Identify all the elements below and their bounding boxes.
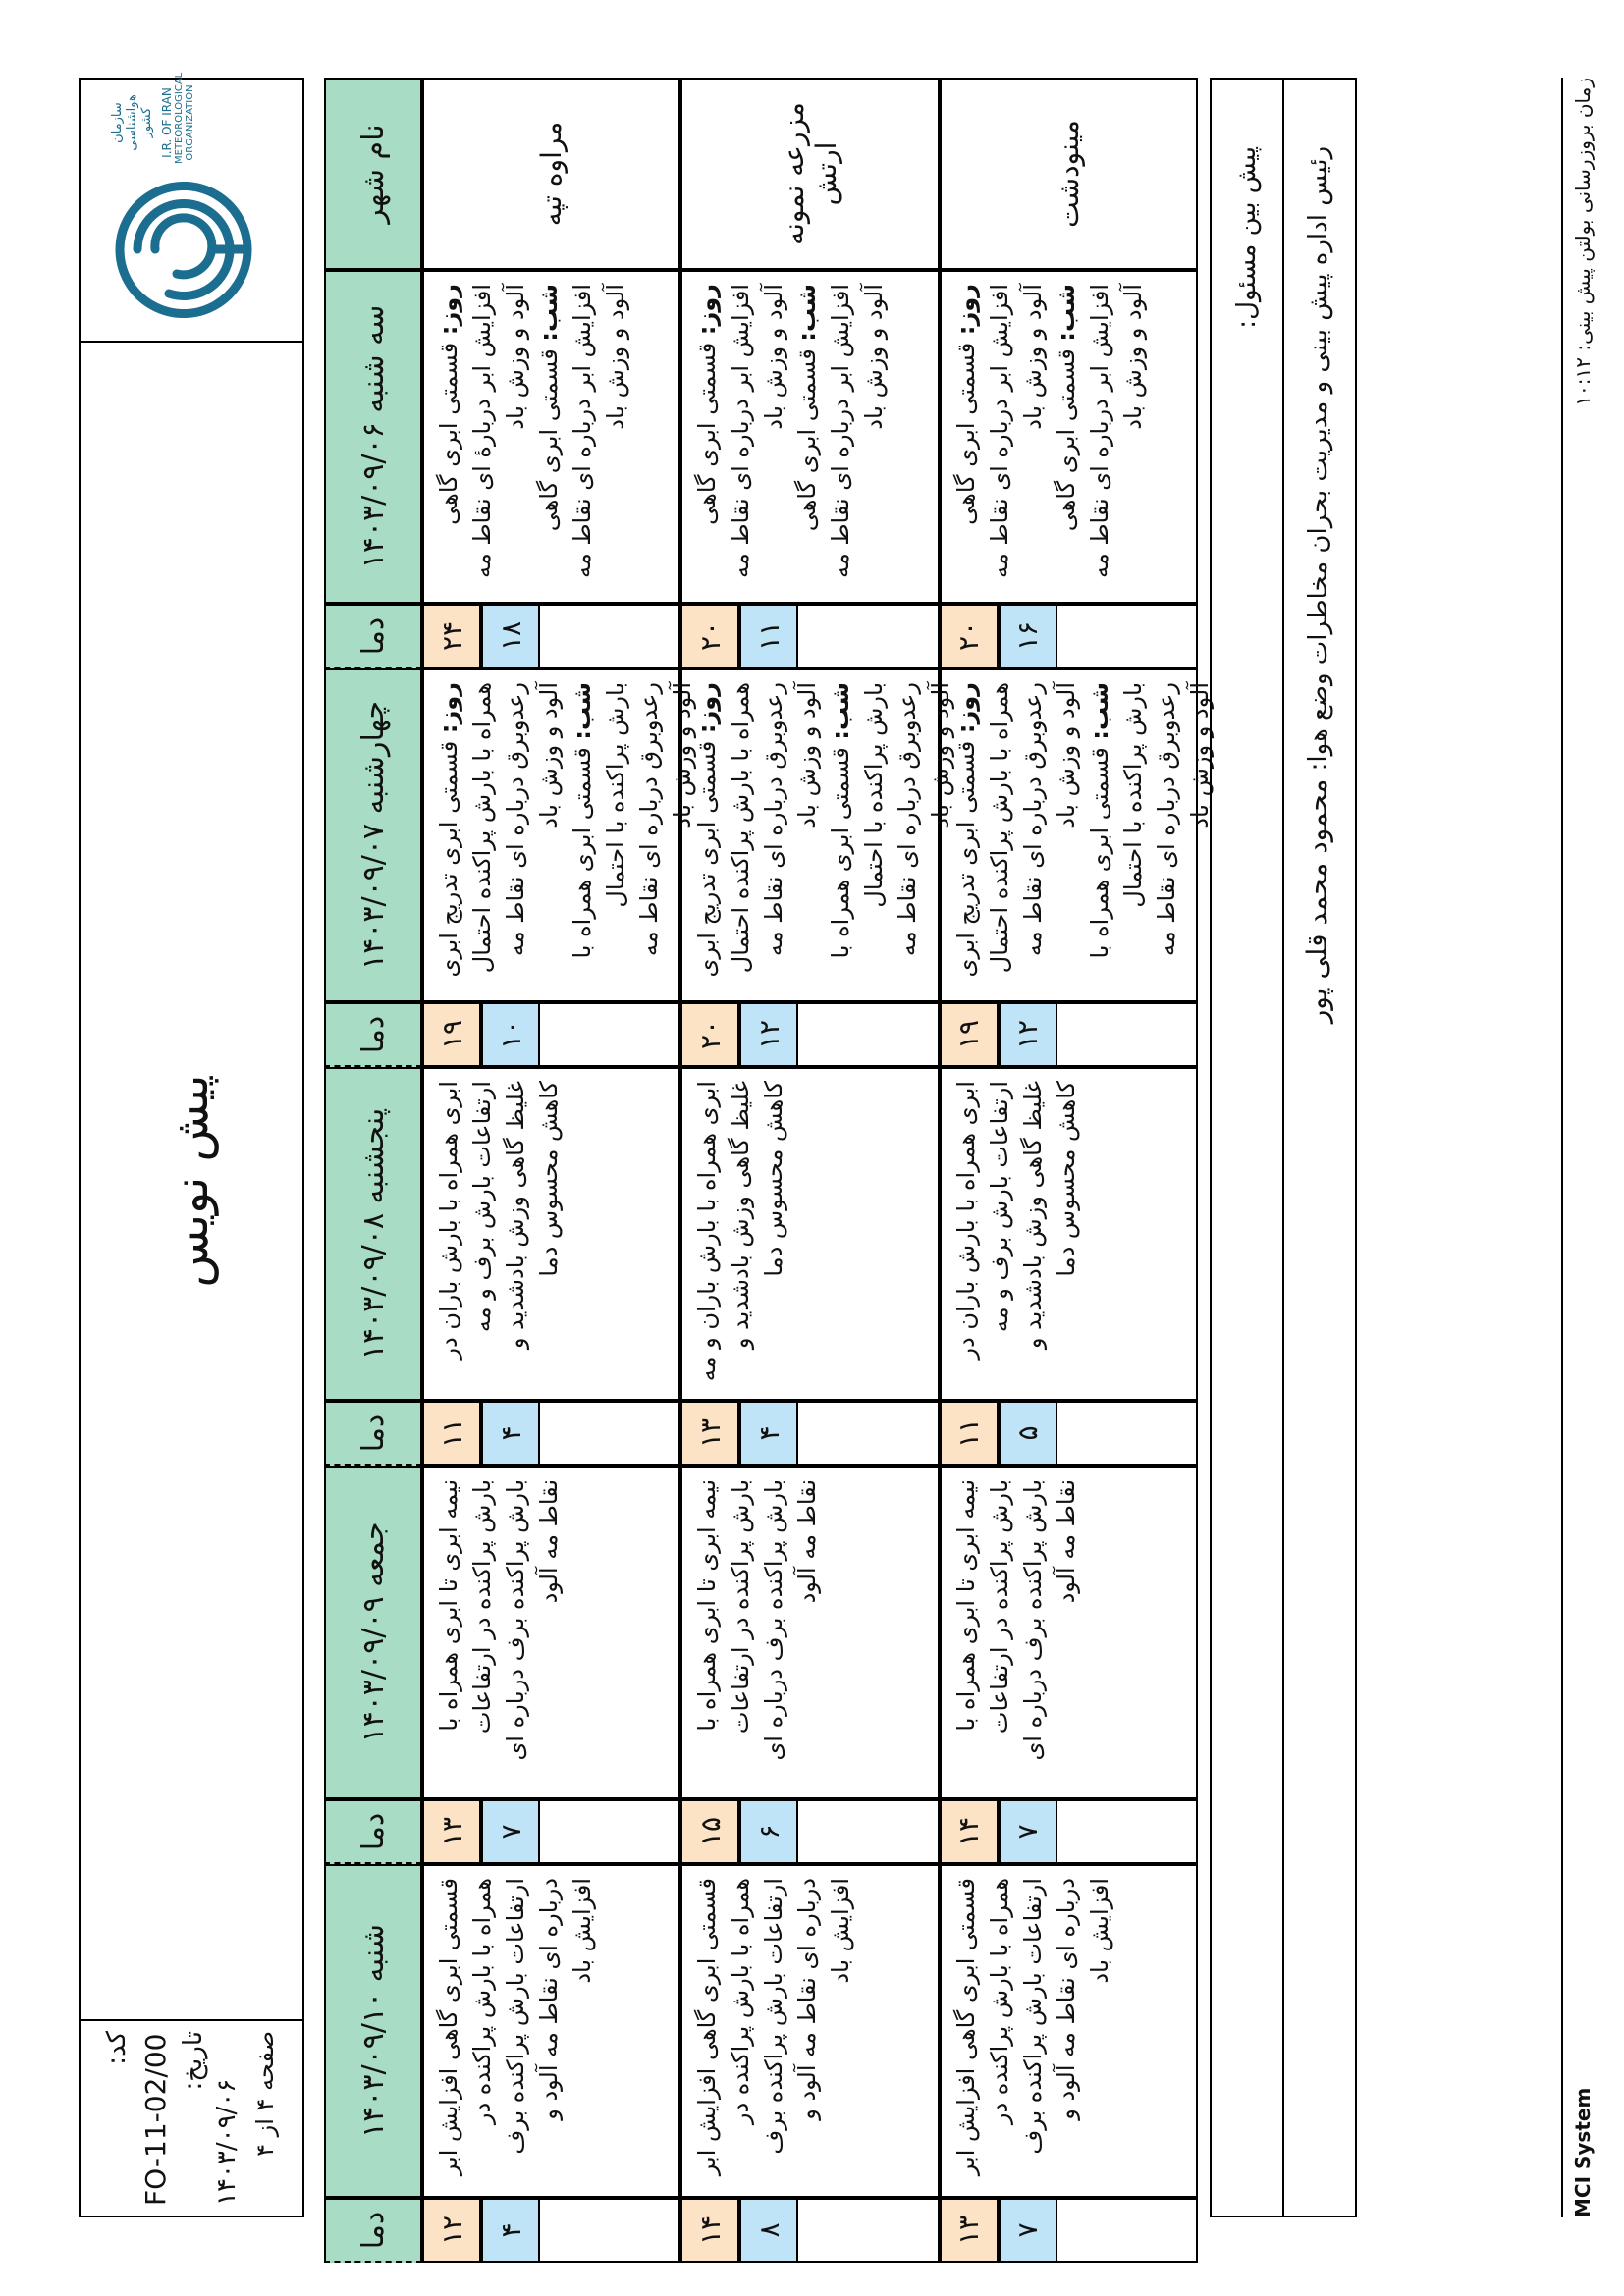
night-label: شب: (827, 682, 855, 740)
page-current: ۴ (251, 2098, 279, 2111)
date-label: تاریخ: (179, 2031, 208, 2091)
temp-blank-0-1 (540, 1002, 680, 1067)
temp-blank-1-1 (798, 1002, 939, 1067)
org-name-en-2: METEOROLOGICAL (174, 72, 185, 164)
temp-blank-1-0 (798, 604, 939, 668)
day-header-2: پنجشنبه ۱۴۰۳/۰۹/۰۸ (324, 1067, 422, 1401)
system-name: MCI System (1571, 2087, 1595, 2217)
forecast-text-1-2 (680, 1067, 939, 1401)
day-label: روز: (951, 284, 980, 336)
forecast-text-0-0 (422, 270, 680, 604)
day-header-0: سه شنبه ۱۴۰۳/۰۹/۰۶ (324, 270, 422, 604)
day-text: قسمتی ابری گاهی افزایش ابر درباره ای نقاط مه آلود و وزش باد (693, 284, 788, 578)
page-total: ۴ (251, 2143, 279, 2157)
day-label: روز: (435, 682, 462, 734)
page-info (251, 2031, 279, 2206)
temp-blank-2-2 (1057, 1401, 1198, 1466)
city-name-1: مزرعه نمونه ارتش (680, 78, 939, 270)
day-text: قسمتی ابری گاهی افزایش ابر همراه با بارش پراکنده در ارتفاعات بارش پراکنده برف درباره ای نقاط مه آلود و افزایش باد (951, 1878, 1113, 2176)
temp-min-0-2: ۴ (481, 1401, 540, 1466)
night-text: قسمتی ابری همراه با بارش پراکنده با احتمال رعدوبرق درباره ای نقاط مه آلود و وزش باد (1085, 682, 1214, 959)
night-text: قسمتی ابری گاهی افزایش ابر درباره ای نقاط مه آلود و وزش باد (535, 284, 629, 578)
night-text: قسمتی ابری گاهی افزایش ابر درباره ای نقاط مه آلود و وزش باد (793, 284, 889, 578)
temp-header-1: دما (324, 1002, 422, 1067)
org-name-text (110, 72, 277, 164)
day-text: قسمتی ابری تدریج ابری همراه با بارش پراکنده احتمال رعدوبرق درباره ای نقاط مه آلود و وزش باد (693, 682, 822, 978)
duty-label: پیش بین مسئول: (1232, 146, 1262, 329)
code-label: کد: (102, 2031, 132, 2065)
night-text: قسمتی ابری همراه با بارش پراکنده با احتمال رعدوبرق درباره ای نقاط مه آلود و وزش باد (568, 682, 696, 959)
forecast-text-2-3 (940, 1466, 1198, 1799)
temp-max-0-0: ۲۴ (422, 604, 481, 668)
temp-min-2-4: ۷ (999, 2198, 1057, 2263)
temp-max-0-3: ۱۳ (422, 1799, 481, 1864)
temp-max-0-2: ۱۱ (422, 1401, 481, 1466)
temp-max-1-2: ۱۳ (680, 1401, 739, 1466)
city-name-0: مراوه تپه (422, 78, 680, 270)
page-of: از (251, 2118, 279, 2137)
temp-max-2-1: ۱۹ (940, 1002, 999, 1067)
forecast-text-0-2 (422, 1067, 680, 1401)
temp-min-0-1: ۱۰ (481, 1002, 540, 1067)
temp-blank-2-4 (1057, 2198, 1198, 2263)
temp-max-1-1: ۲۰ (680, 1002, 739, 1067)
temp-min-1-2: ۴ (739, 1401, 798, 1466)
forecast-text-0-4 (422, 1864, 680, 2198)
forecast-text-1-4 (680, 1864, 939, 2198)
temp-min-2-3: ۷ (999, 1799, 1057, 1864)
temp-header-2: دما (324, 1401, 422, 1466)
forecast-text-1-1 (680, 668, 955, 1002)
temp-max-0-1: ۱۹ (422, 1002, 481, 1067)
temp-min-0-0: ۱۸ (481, 604, 540, 668)
temp-blank-0-3 (540, 1799, 680, 1864)
day-header-3: جمعه ۱۴۰۳/۰۹/۰۹ (324, 1466, 422, 1799)
day-text: قسمتی ابری گاهی افزایش ابر درباره ای نقاط مه آلود و وزش باد (951, 284, 1047, 578)
night-text: قسمتی ابری همراه با بارش پراکنده با احتمال رعدوبرق درباره ای نقاط مه آلود و وزش باد (827, 682, 955, 959)
temp-header-0: دما (324, 604, 422, 668)
day-text: نیمه ابری تا ابری همراه با بارش پراکنده در ارتفاعات بارش پراکنده برف درباره ای نقاط مه آلود (693, 1479, 822, 1761)
day-text: قسمتی ابری گاهی افزایش ابر همراه با بارش پراکنده در ارتفاعات بارش پراکنده برف درباره ای نقاط مه آلود و افزایش باد (435, 1878, 596, 2176)
forecast-text-2-2 (940, 1067, 1198, 1401)
day-text: قسمتی ابری تدریج ابری همراه با بارش پراکنده احتمال رعدوبرق درباره ای نقاط مه آلود و وزش باد (951, 682, 1080, 978)
forecast-text-1-0 (680, 270, 939, 604)
temp-min-1-3: ۶ (739, 1799, 798, 1864)
temp-min-2-0: ۱۶ (999, 604, 1057, 668)
day-label: روز: (951, 682, 980, 734)
temp-header-4: دما (324, 2198, 422, 2263)
temp-max-2-2: ۱۱ (940, 1401, 999, 1466)
night-label: شب: (535, 284, 563, 342)
night-label: شب: (793, 284, 822, 342)
temp-blank-1-3 (798, 1799, 939, 1864)
day-header-1: چهارشنبه ۱۴۰۳/۰۹/۰۷ (324, 668, 422, 1002)
day-text: قسمتی ابری گاهی افزایش ابر دربارهٔ ای نقاط مه آلود و وزش باد (435, 284, 529, 578)
day-text: ابری همراه با بارش باران در ارتفاعات بارش برف و مه غلیظ گاهی وزش بادشدید و کاهش محسوس دما (435, 1081, 563, 1360)
forecast-text-2-4 (940, 1864, 1198, 2198)
forecast-table (324, 78, 1214, 2250)
day-label: روز: (693, 682, 722, 734)
temp-min-1-4: ۸ (739, 2198, 798, 2263)
day-label: روز: (693, 284, 722, 336)
org-name-en-1: I.R. OF IRAN (160, 87, 174, 158)
temp-max-2-3: ۱۴ (940, 1799, 999, 1864)
temp-blank-0-4 (540, 2198, 680, 2263)
temp-max-2-4: ۱۳ (940, 2198, 999, 2263)
page-title: پیش نویس (164, 1074, 219, 1288)
footer-divider (1282, 78, 1284, 2217)
forecast-text-1-3 (680, 1466, 939, 1799)
temp-min-1-1: ۱۲ (739, 1002, 798, 1067)
temp-min-0-4: ۴ (481, 2198, 540, 2263)
forecast-text-2-1 (940, 668, 1214, 1002)
temp-blank-0-2 (540, 1401, 680, 1466)
org-logo-icon (100, 166, 267, 333)
night-text: قسمتی ابری گاهی افزایش ابر درباره ای نقاط مه آلود و وزش باد (1052, 284, 1147, 578)
day-text: قسمتی ابری گاهی افزایش ابر همراه با بارش پراکنده در ارتفاعات بارش پراکنده برف درباره ای نقاط مه آلود و افزایش باد (693, 1878, 855, 2176)
doc-meta (90, 2031, 297, 2206)
temp-min-0-3: ۷ (481, 1799, 540, 1864)
head-name: محمود محمد قلی پور (1301, 778, 1333, 1024)
code-value: FO-11-02/00 (139, 2033, 172, 2206)
temp-max-1-0: ۲۰ (680, 604, 739, 668)
org-logo-block (81, 72, 302, 341)
city-name-2: مینودشت (940, 78, 1198, 270)
code-row (102, 2031, 132, 2206)
temp-max-1-4: ۱۴ (680, 2198, 739, 2263)
forecast-text-0-1 (422, 668, 696, 1002)
temp-min-2-2: ۵ (999, 1401, 1057, 1466)
temp-header-3: دما (324, 1799, 422, 1864)
day-text: قسمتی ابری تدریج ابری همراه با بارش پراکنده احتمال رعدوبرق درباره ای نقاط مه آلود و وزش باد (435, 682, 563, 978)
temp-blank-2-1 (1057, 1002, 1198, 1067)
night-label: شب: (1052, 284, 1080, 342)
page-footer-line (1561, 78, 1563, 2217)
org-name-en-3: ORGANIZATION (185, 84, 195, 161)
temp-max-2-0: ۲۰ (940, 604, 999, 668)
head-signature-line (1288, 146, 1347, 1609)
day-header-4: شنبه ۱۴۰۳/۰۹/۱۰ (324, 1864, 422, 2198)
temp-blank-2-0 (1057, 604, 1198, 668)
head-label: رئیس اداره پیش بینی و مدیریت بحران مخاطرات وضع هوا: (1304, 146, 1333, 772)
city-header: نام شهر (324, 78, 422, 270)
duty-forecaster (1218, 146, 1276, 922)
temp-max-1-3: ۱۵ (680, 1799, 739, 1864)
temp-blank-0-0 (540, 604, 680, 668)
temp-blank-1-2 (798, 1401, 939, 1466)
day-text: ابری همراه با بارش باران و مه غلیظ گاهی وزش بادشدید و کاهش محسوس دما (693, 1081, 788, 1382)
temp-min-1-0: ۱۱ (739, 604, 798, 668)
night-label: شب: (568, 682, 596, 740)
day-text: نیمه ابری تا ابری همراه با بارش پراکنده در ارتفاعات بارش پراکنده برف درباره ای نقاط مه آلود (435, 1479, 563, 1761)
print-time: زمان بروزرسانی بولتن پیش بینی: ۱۰:۱۲ (1571, 78, 1595, 406)
temp-min-2-1: ۱۲ (999, 1002, 1057, 1067)
org-name-fa: سازمان هواشناسی کشور (110, 94, 154, 151)
day-text: ابری همراه با بارش باران در ارتفاعات بارش برف و مه غلیظ گاهی وزش بادشدید و کاهش محسوس دما (951, 1081, 1080, 1360)
forecast-text-0-3 (422, 1466, 680, 1799)
night-label: شب: (1085, 682, 1113, 740)
temp-blank-1-4 (798, 2198, 939, 2263)
temp-max-0-4: ۱۲ (422, 2198, 481, 2263)
temp-blank-2-3 (1057, 1799, 1198, 1864)
day-text: نیمه ابری تا ابری همراه با بارش پراکنده در ارتفاعات بارش پراکنده برف درباره ای نقاط مه آلود (951, 1479, 1080, 1761)
header-divider-left (79, 2019, 304, 2021)
forecast-text-2-0 (940, 270, 1198, 604)
day-label: روز: (435, 284, 462, 336)
page-label: صفحه (251, 2031, 279, 2091)
date-value: ۱۴۰۳/۰۹/۰۶ (212, 2078, 242, 2206)
